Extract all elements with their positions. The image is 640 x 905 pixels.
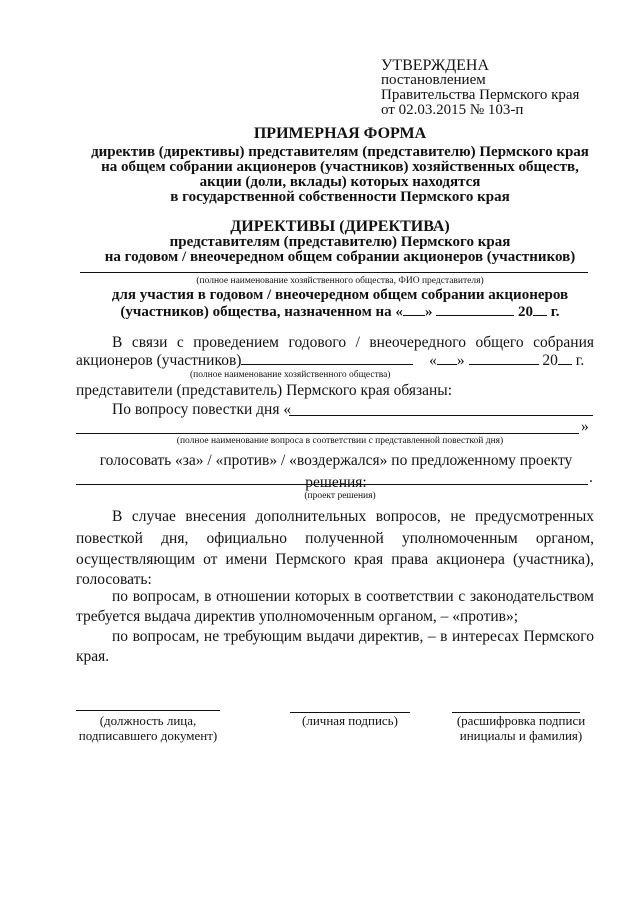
p1-date-open: « [429, 352, 437, 369]
directive-line-1: представителям (представителю) Пермского края [169, 234, 511, 250]
p3-line-2: требуется выдача директив уполномоченным органом, – «против»; [76, 608, 519, 625]
form-subtitle-line: в государственной собственности Пермского края [170, 189, 510, 205]
day-blank [403, 303, 425, 316]
year-blank-2 [558, 352, 572, 365]
signature-personal-caption: (личная подпись) [302, 713, 398, 728]
company-blank [241, 352, 413, 365]
p1-line-2 [76, 350, 596, 372]
directive-title: ДИРЕКТИВЫ (ДИРЕКТИВА) [230, 218, 450, 235]
day-blank-2 [437, 352, 457, 365]
p4-line-2: края. [76, 648, 110, 665]
position-caption-line-2: подписавшего документ) [78, 728, 218, 743]
year-blank [533, 303, 547, 316]
p1-date-close: » [456, 352, 465, 369]
agenda-question-line-2 [76, 433, 579, 434]
signature-decode-caption [446, 713, 596, 743]
p4-line-1: по вопросам, не требующим выдачи директив, – в интересах Пермского [112, 628, 594, 645]
month-blank-2 [469, 352, 539, 365]
p1-shareholders: акционеров (участников) [76, 352, 242, 369]
agenda-label: По вопросу повестки дня « [112, 401, 292, 418]
directive-date-close-quote: » [424, 304, 433, 320]
form-subtitle [60, 145, 620, 205]
form-title: ПРИМЕРНАЯ ФОРМА [253, 125, 427, 142]
p2-line-2: повесткой дня, официально полученной уполномоченным органом, [76, 530, 594, 547]
approval-block [381, 58, 579, 118]
p3-line-1: по вопросам, в отношении которых в соответствии с законодательством [112, 588, 594, 605]
p2-line-4: голосовать: [76, 571, 152, 588]
caption-company-representative: (полное наименование хозяйственного общества, ФИО представителя) [196, 276, 484, 286]
caption-draft-decision: (проект решения) [304, 491, 376, 501]
position-signature-line [76, 710, 220, 711]
approval-line-1: постановлением [381, 72, 486, 88]
directive-date-prefix: (участников) общества, назначенном на « [120, 304, 403, 320]
vote-line: голосовать «за» / «против» / «воздержался» по предложенному проекту решения: [99, 452, 573, 491]
vote-end-dot: . [589, 469, 593, 486]
approval-line-2: Правительства Пермского края [381, 87, 580, 103]
approval-title: УТВЕРЖДЕНА [381, 57, 490, 74]
form-subtitle-line: директив (директивы) представителям (представителю) Пермского края [91, 144, 589, 160]
decode-caption-line-2: инициалы и фамилия) [459, 728, 583, 743]
directive-line-4 [60, 303, 620, 320]
caption-company: (полное наименование хозяйственного общества) [190, 370, 391, 380]
position-caption-line-1: (должность лица, [99, 713, 197, 728]
directive-year-prefix: 20 [517, 304, 533, 320]
form-subtitle-line: акции (доли, вклады) которых находятся [199, 174, 481, 190]
p1-line-1: В связи с проведением годового / внеочередного общего собрания [112, 334, 594, 351]
directive-line-3: для участия в годовом / внеочередном общем собрании акционеров [111, 287, 569, 303]
draft-decision-line [76, 484, 588, 485]
directive-line-2: на годовом / внеочередном общем собрании акционеров (участников) [104, 249, 576, 265]
p1-line-3: представители (представитель) Пермского края обязаны: [76, 382, 453, 399]
month-blank [436, 303, 514, 316]
caption-agenda-question: (полное наименование вопроса в соответствии с представленной повесткой дня) [176, 436, 504, 446]
approval-line-3: от 02.03.2015 № 103-п [381, 102, 524, 118]
decode-caption-line-1: (расшифровка подписи [456, 713, 586, 728]
company-name-line [80, 272, 588, 273]
directive-year-suffix: г. [550, 304, 560, 320]
p1-year-suffix: г. [575, 352, 585, 369]
signature-position-caption [64, 713, 232, 743]
form-subtitle-line: на общем собрании акционеров (участников) хозяйственных обществ, [101, 159, 579, 175]
agenda-close-quote: » [581, 418, 589, 435]
agenda-question-line-1 [289, 415, 593, 416]
p2-line-1: В случае внесения дополнительных вопросов, не предусмотренных [112, 508, 594, 525]
p1-year: 20 [542, 352, 558, 369]
p2-line-3: осуществляющим от имени Пермского края права акционера (участника), [76, 551, 594, 568]
